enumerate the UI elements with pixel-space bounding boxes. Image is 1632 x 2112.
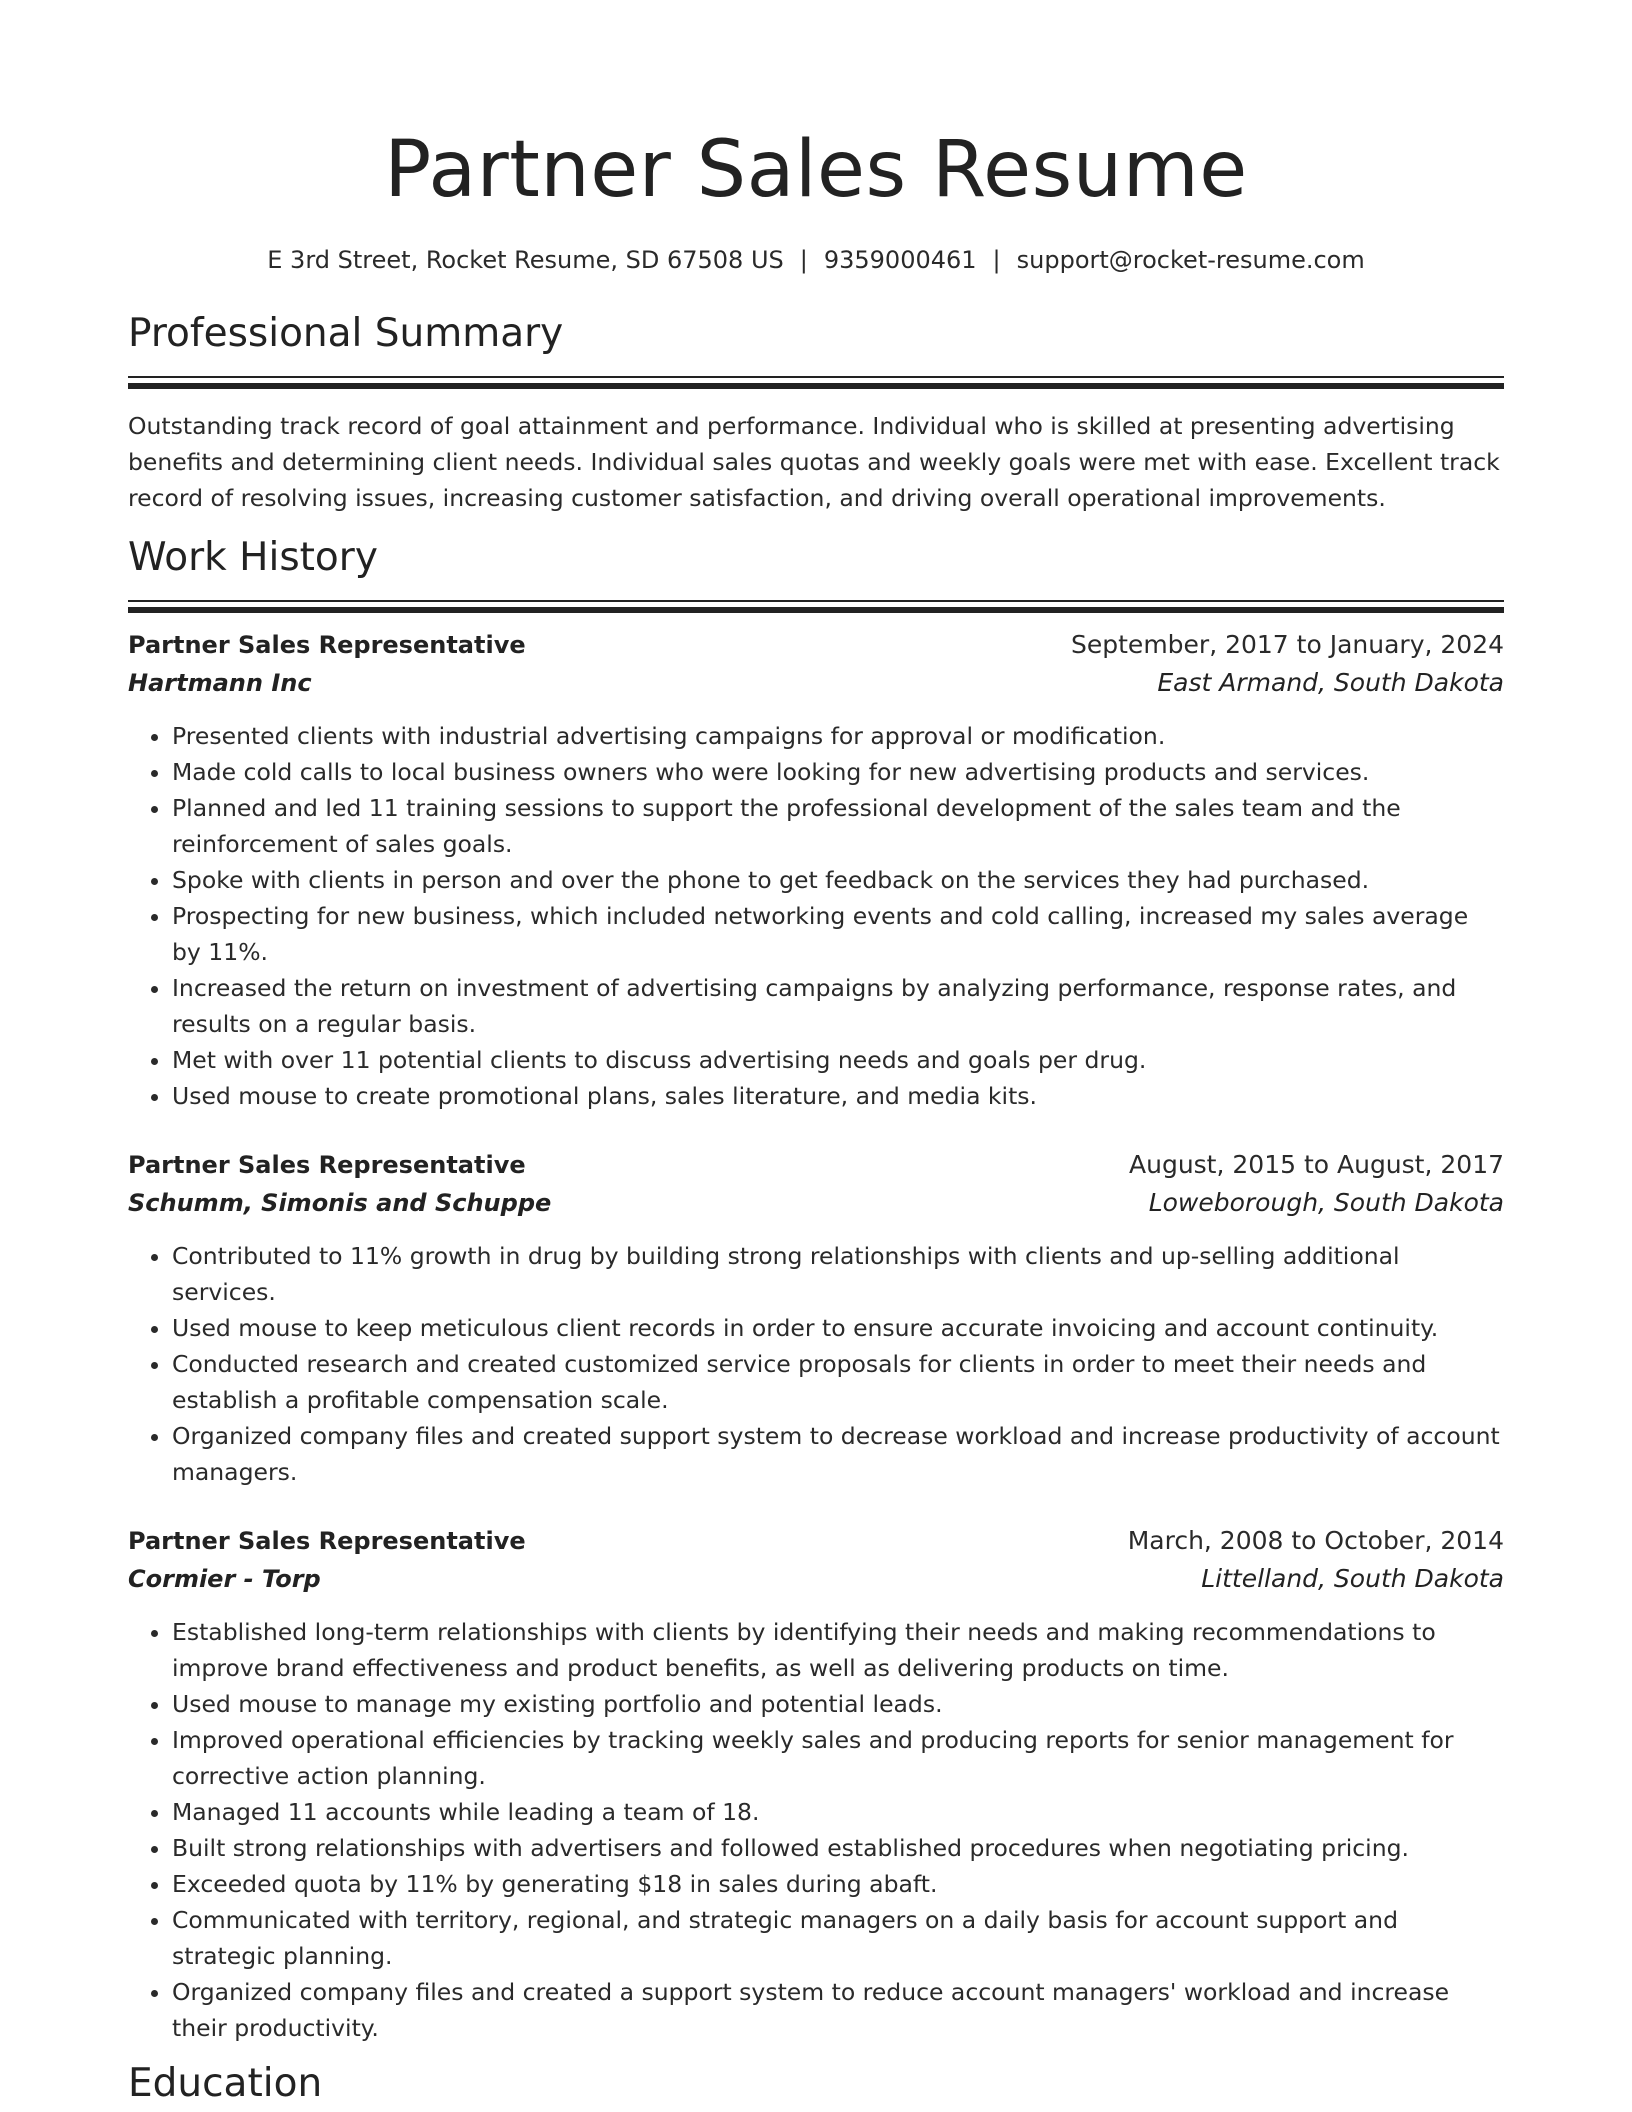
- job-dates: March, 2008 to October, 2014: [1127, 1526, 1504, 1555]
- education-section: [128, 2060, 1504, 2108]
- section-title-summary: Professional Summary: [128, 311, 564, 356]
- list-item: • Increased the return on investment of advertising campaigns by analyzing performance, response rates, and results on a regular basis.: [172, 970, 1504, 1042]
- job-entry: [128, 1146, 1504, 1490]
- job-company: Hartmann Inc: [128, 669, 312, 697]
- contact-phone: 9359000461: [823, 246, 977, 274]
- contact-address: E 3rd Street, Rocket Resume, SD 67508 US: [267, 246, 784, 274]
- job-subheader: [128, 664, 1504, 702]
- job-title: Partner Sales Representative: [128, 1151, 526, 1179]
- job-dates: September, 2017 to January, 2024: [1071, 630, 1504, 659]
- section-title-work-history: Work History: [128, 535, 378, 580]
- list-item: • Used mouse to manage my existing portfolio and potential leads.: [172, 1686, 1504, 1722]
- job-header: [128, 1522, 1504, 1560]
- list-item: • Communicated with territory, regional, and strategic managers on a daily basis for account support and strategic planning.: [172, 1902, 1504, 1974]
- list-item: • Planned and led 11 training sessions to support the professional development of the sales team and the reinforcement of sales goals.: [172, 790, 1504, 862]
- section-divider: [128, 376, 1504, 386]
- list-item: • Used mouse to create promotional plans, sales literature, and media kits.: [172, 1078, 1504, 1114]
- job-dates: August, 2015 to August, 2017: [1129, 1150, 1504, 1179]
- job-entry: [128, 626, 1504, 1114]
- resume-title: Partner Sales Resume: [384, 125, 1248, 215]
- job-bullets: [128, 1614, 1504, 2046]
- list-item: • Made cold calls to local business owners who were looking for new advertising products and services.: [172, 754, 1504, 790]
- job-location: East Armand, South Dakota: [1157, 668, 1504, 697]
- list-item: • Exceeded quota by 11% by generating $18 in sales during abaft.: [172, 1866, 1504, 1902]
- job-title: Partner Sales Representative: [128, 1527, 526, 1555]
- list-item: • Presented clients with industrial advertising campaigns for approval or modification.: [172, 718, 1504, 754]
- resume-page: [128, 0, 1504, 2108]
- contact-line: [128, 244, 1504, 276]
- job-bullets: [128, 718, 1504, 1114]
- job-bullets: [128, 1238, 1504, 1490]
- list-item: • Managed 11 accounts while leading a team of 18.: [172, 1794, 1504, 1830]
- job-title: Partner Sales Representative: [128, 631, 526, 659]
- list-item: • Prospecting for new business, which included networking events and cold calling, increased my sales average by 11%.: [172, 898, 1504, 970]
- section-title-education: Education: [128, 2061, 323, 2106]
- list-item: • Used mouse to keep meticulous client records in order to ensure accurate invoicing and account continuity.: [172, 1310, 1504, 1346]
- contact-email: support@rocket-resume.com: [1016, 246, 1365, 274]
- list-item: • Established long-term relationships with clients by identifying their needs and making recommendations to improve brand effectiveness and product benefits, as well as delivering products on time.: [172, 1614, 1504, 1686]
- list-item: • Spoke with clients in person and over the phone to get feedback on the services they had purchased.: [172, 862, 1504, 898]
- job-location: Loweborough, South Dakota: [1148, 1188, 1504, 1217]
- job-company: Schumm, Simonis and Schuppe: [128, 1189, 552, 1217]
- job-subheader: [128, 1184, 1504, 1222]
- list-item: • Built strong relationships with advertisers and followed established procedures when negotiating pricing.: [172, 1830, 1504, 1866]
- job-company: Cormier - Torp: [128, 1565, 321, 1593]
- list-item: • Organized company files and created support system to decrease workload and increase productivity of account managers.: [172, 1418, 1504, 1490]
- job-subheader: [128, 1560, 1504, 1598]
- summary-text: Outstanding track record of goal attainment and performance. Individual who is skilled at presenting advertising benefits and determining client needs. Individual sales quotas and weekly goals were met with ease. Excellent track record of resolving issues, increasing customer satisfaction, and driving overall operational improvements.: [128, 412, 1500, 512]
- job-location: Littelland, South Dakota: [1201, 1564, 1504, 1593]
- summary-section: [128, 310, 1504, 516]
- list-item: • Contributed to 11% growth in drug by building strong relationships with clients and up-selling additional services.: [172, 1238, 1504, 1310]
- list-item: • Conducted research and created customized service proposals for clients in order to meet their needs and establish a profitable compensation scale.: [172, 1346, 1504, 1418]
- job-entry: [128, 1522, 1504, 2046]
- contact-separator: |: [799, 246, 808, 274]
- list-item: • Improved operational efficiencies by tracking weekly sales and producing reports for senior management for corrective action planning.: [172, 1722, 1504, 1794]
- job-header: [128, 1146, 1504, 1184]
- contact-separator: |: [992, 246, 1001, 274]
- job-header: [128, 626, 1504, 664]
- section-divider: [128, 600, 1504, 610]
- list-item: • Met with over 11 potential clients to discuss advertising needs and goals per drug.: [172, 1042, 1504, 1078]
- work-history-section: [128, 534, 1504, 2046]
- list-item: • Organized company files and created a support system to reduce account managers' workload and increase their productivity.: [172, 1974, 1504, 2046]
